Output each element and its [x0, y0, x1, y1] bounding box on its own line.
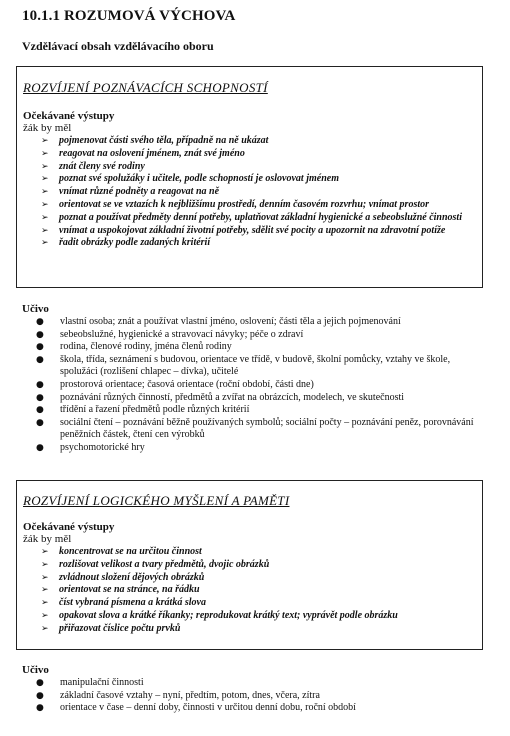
curriculum-text: poznávání různých činností, předmětů a zvířat na obrázcích, modelech, ve skutečnosti — [60, 391, 405, 403]
expected-outcome-item — [41, 199, 477, 212]
curriculum-item — [36, 690, 476, 703]
expected-outcome-text: řadit obrázky podle zadaných kritérií — [59, 237, 211, 249]
curriculum-item — [36, 404, 476, 417]
expected-outcome-item — [41, 161, 477, 174]
expected-outcome-item — [41, 212, 477, 225]
expected-outcome-text: koncentrovat se na určitou činnost — [59, 546, 202, 557]
expected-outcome-text: vnímat různé podněty a reagovat na ně — [59, 186, 220, 198]
expected-outcome-text: reagovat na oslovení jménem, znát své jméno — [59, 147, 245, 159]
expected-outcome-text: přiřazovat číslice počtu prvků — [59, 622, 181, 634]
arrow-bullet-icon: ➢ — [41, 148, 49, 159]
expected-outcome-item — [41, 572, 477, 585]
expected-outcome-item — [41, 623, 477, 636]
arrow-bullet-icon: ➢ — [41, 161, 49, 172]
curriculum-item — [36, 417, 476, 442]
curriculum-text: orientace v čase – denní doby, činnosti v určitou denní dobu, roční období — [60, 702, 356, 714]
expected-outcome-text: poznat a používat předměty denní potřeby, uplatňovat základní hygienické a sebeobslužné činnosti — [59, 211, 462, 223]
round-bullet-icon: ● — [36, 392, 44, 403]
curriculum-item — [36, 702, 476, 715]
chapter-subheading: Vzdělávací obsah vzdělávacího oboru — [22, 39, 214, 53]
expected-outcomes-sublabel: žák by měl — [23, 122, 72, 134]
curriculum-text: sociální čtení – poznávání běžně používaných symbolů; sociální počty – poznávání peněz, porovnávání peněžních částek, čtení cen výrobků — [60, 416, 474, 441]
round-bullet-icon: ● — [36, 690, 44, 701]
arrow-bullet-icon: ➢ — [41, 559, 49, 570]
expected-outcomes-sublabel: žák by měl — [23, 533, 72, 545]
curriculum-text: vlastní osoba; znát a používat vlastní jméno, oslovení; části těla a jejich pojmenování — [60, 316, 401, 327]
round-bullet-icon: ● — [36, 417, 44, 428]
curriculum-item — [36, 329, 476, 342]
round-bullet-icon: ● — [36, 379, 44, 390]
expected-outcome-text: rozlišovat velikost a tvary předmětů, dvojic obrázků — [59, 558, 270, 570]
arrow-bullet-icon: ➢ — [41, 598, 49, 609]
curriculum-item — [36, 316, 476, 329]
expected-outcome-item — [41, 597, 477, 610]
expected-outcome-text: orientovat se na stránce, na řádku — [59, 584, 200, 596]
expected-outcome-text: znát členy své rodiny — [59, 160, 145, 172]
round-bullet-icon: ● — [36, 342, 44, 353]
curriculum-text: škola, třída, seznámení s budovou, orientace ve třídě, v budově, školní pomůcky, vztahy ve škole, spolužáci (rozlišení chlapec – dívka), učitelé — [60, 353, 451, 378]
arrow-bullet-icon: ➢ — [41, 225, 49, 236]
curriculum-list — [36, 677, 476, 715]
expected-outcome-text: vnímat a uspokojovat základní životní potřeby, sdělit své pocity a upozornit na zdravotní potíže — [59, 224, 446, 236]
curriculum-item — [36, 341, 476, 354]
section-box-cognitive-skills — [16, 66, 483, 288]
expected-outcome-text: poznat své spolužáky i učitele, podle schopností je oslovovat jménem — [59, 173, 339, 185]
expected-outcome-text: orientovat se ve vztazích k nejbližšímu prostředí, denním časovém rozvrhu; vnímat prostor — [59, 198, 430, 210]
curriculum-item — [36, 354, 476, 379]
round-bullet-icon: ● — [36, 354, 44, 365]
expected-outcome-item — [41, 225, 477, 238]
curriculum-text: psychomotorické hry — [60, 441, 145, 453]
chapter-heading: 10.1.1 ROZUMOVÁ VÝCHOVA — [22, 8, 236, 24]
expected-outcome-item — [41, 135, 477, 148]
curriculum-text: prostorová orientace; časová orientace (roční období, části dne) — [60, 378, 314, 390]
curriculum-item — [36, 392, 476, 405]
expected-outcome-item — [41, 237, 477, 250]
curriculum-label: Učivo — [22, 664, 49, 676]
arrow-bullet-icon: ➢ — [41, 238, 49, 249]
round-bullet-icon: ● — [36, 442, 44, 453]
expected-outcome-text: zvládnout složení dějových obrázků — [59, 571, 205, 583]
expected-outcomes-label: Očekávané výstupy — [23, 521, 115, 533]
round-bullet-icon: ● — [36, 703, 44, 714]
curriculum-item — [36, 379, 476, 392]
arrow-bullet-icon: ➢ — [41, 199, 49, 210]
expected-outcome-item — [41, 173, 477, 186]
arrow-bullet-icon: ➢ — [41, 136, 49, 146]
curriculum-text: třídění a řazení předmětů podle různých kritérií — [60, 404, 250, 416]
expected-outcome-item — [41, 546, 477, 559]
arrow-bullet-icon: ➢ — [41, 572, 49, 583]
curriculum-list — [36, 316, 476, 455]
arrow-bullet-icon: ➢ — [41, 585, 49, 596]
arrow-bullet-icon: ➢ — [41, 174, 49, 185]
curriculum-label: Učivo — [22, 303, 49, 315]
round-bullet-icon: ● — [36, 678, 44, 688]
round-bullet-icon: ● — [36, 329, 44, 340]
expected-outcome-item — [41, 186, 477, 199]
curriculum-text: rodina, členové rodiny, jména členů rodiny — [60, 341, 232, 353]
curriculum-item — [36, 677, 476, 690]
expected-outcome-text: číst vybraná písmena a krátká slova — [59, 597, 206, 609]
expected-outcome-item — [41, 610, 477, 623]
expected-outcomes-label: Očekávané výstupy — [23, 110, 115, 122]
round-bullet-icon: ● — [36, 317, 44, 327]
curriculum-text: základní časové vztahy – nyní, předtím, potom, dnes, včera, zítra — [60, 689, 320, 701]
expected-outcome-item — [41, 148, 477, 161]
expected-outcome-item — [41, 584, 477, 597]
curriculum-text: manipulační činnosti — [60, 677, 144, 688]
arrow-bullet-icon: ➢ — [41, 187, 49, 198]
curriculum-text: sebeobslužné, hygienické a stravovací návyky; péče o zdraví — [60, 328, 304, 340]
arrow-bullet-icon: ➢ — [41, 547, 49, 557]
section-title: ROZVÍJENÍ POZNÁVACÍCH SCHOPNOSTÍ — [23, 80, 268, 95]
section-title: ROZVÍJENÍ LOGICKÉHO MYŠLENÍ A PAMĚTI — [23, 493, 290, 508]
arrow-bullet-icon: ➢ — [41, 212, 49, 223]
arrow-bullet-icon: ➢ — [41, 610, 49, 621]
expected-outcomes-list — [41, 135, 477, 250]
curriculum-item — [36, 442, 476, 455]
expected-outcome-text: opakovat slova a krátké říkanky; reprodukovat krátký text; vyprávět podle obrázku — [59, 609, 398, 621]
arrow-bullet-icon: ➢ — [41, 623, 49, 634]
expected-outcome-item — [41, 559, 477, 572]
expected-outcome-text: pojmenovat části svého těla, případně na ně ukázat — [59, 135, 269, 146]
expected-outcomes-list — [41, 546, 477, 636]
section-box-logical-thinking — [16, 480, 483, 650]
round-bullet-icon: ● — [36, 405, 44, 416]
